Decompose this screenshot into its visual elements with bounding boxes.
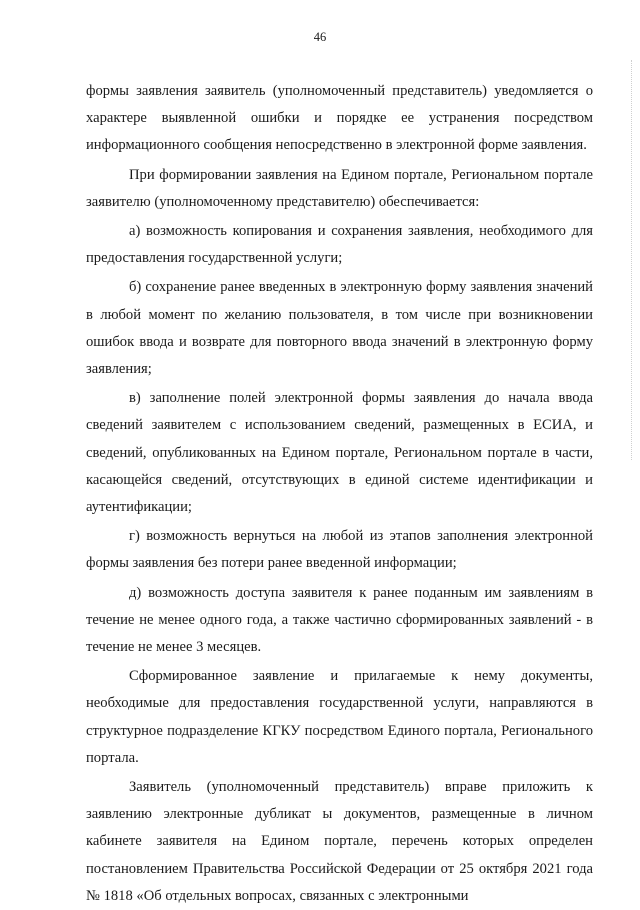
paragraph-submission: Сформированное заявление и прилагаемые к нему документы, необходимые для предоставления государственной услуги, направляются в структурное подразделение КГКУ посредством Единого портала, Регионального портала. [86,668,593,766]
paragraph-continuation: формы заявления заявитель (уполномоченный представитель) уведомляется о характере выявленной ошибки и порядке ее устранения посредством информационного сообщения непосредственно в электронной форме заявления. [86,83,593,154]
document-body [86,78,593,910]
scan-edge-mark [631,60,638,460]
list-item-g: г) возможность вернуться на любой из этапов заполнения электронной формы заявления без потери ранее введенной информации; [86,528,593,572]
paragraph-duplicates: Заявитель (уполномоченный представитель) вправе приложить к заявлению электронные дубликат ы документов, размещенные в личном кабинете заявителя на Едином портале, перечень которых определен постановлением Правительства Российской Федерации от 25 октября 2021 года № 1818 «Об отдельных вопросах, связанных с электронными [86,779,593,904]
list-item-d: д) возможность доступа заявителя к ранее поданным им заявлениям в течение не менее одного года, а также частично сформированных заявлений - в течение не менее 3 месяцев. [86,584,593,656]
page-number: 46 [313,30,327,44]
list-item-v: в) заполнение полей электронной формы заявления до начала ввода сведений заявителем с использованием сведений, размещенных в ЕСИА, и сведений, опубликованных на Едином портале, Региональном портале в части, касающейся сведений, отсутствующих в единой системе идентификации и аутентификации; [86,390,593,516]
paragraph-portal-provisions: При формировании заявления на Едином портале, Региональном портале заявителю (уполномоченному представителю) обеспечивается: [86,166,593,210]
list-item-a: а) возможность копирования и сохранения заявления, необходимого для предоставления государственной услуги; [86,223,593,267]
list-item-b: б) сохранение ранее введенных в электронную форму заявления значений в любой момент по желанию пользователя, в том числе при возникновении ошибок ввода и возврате для повторного ввода значений в электронную форму заявления; [86,279,593,378]
